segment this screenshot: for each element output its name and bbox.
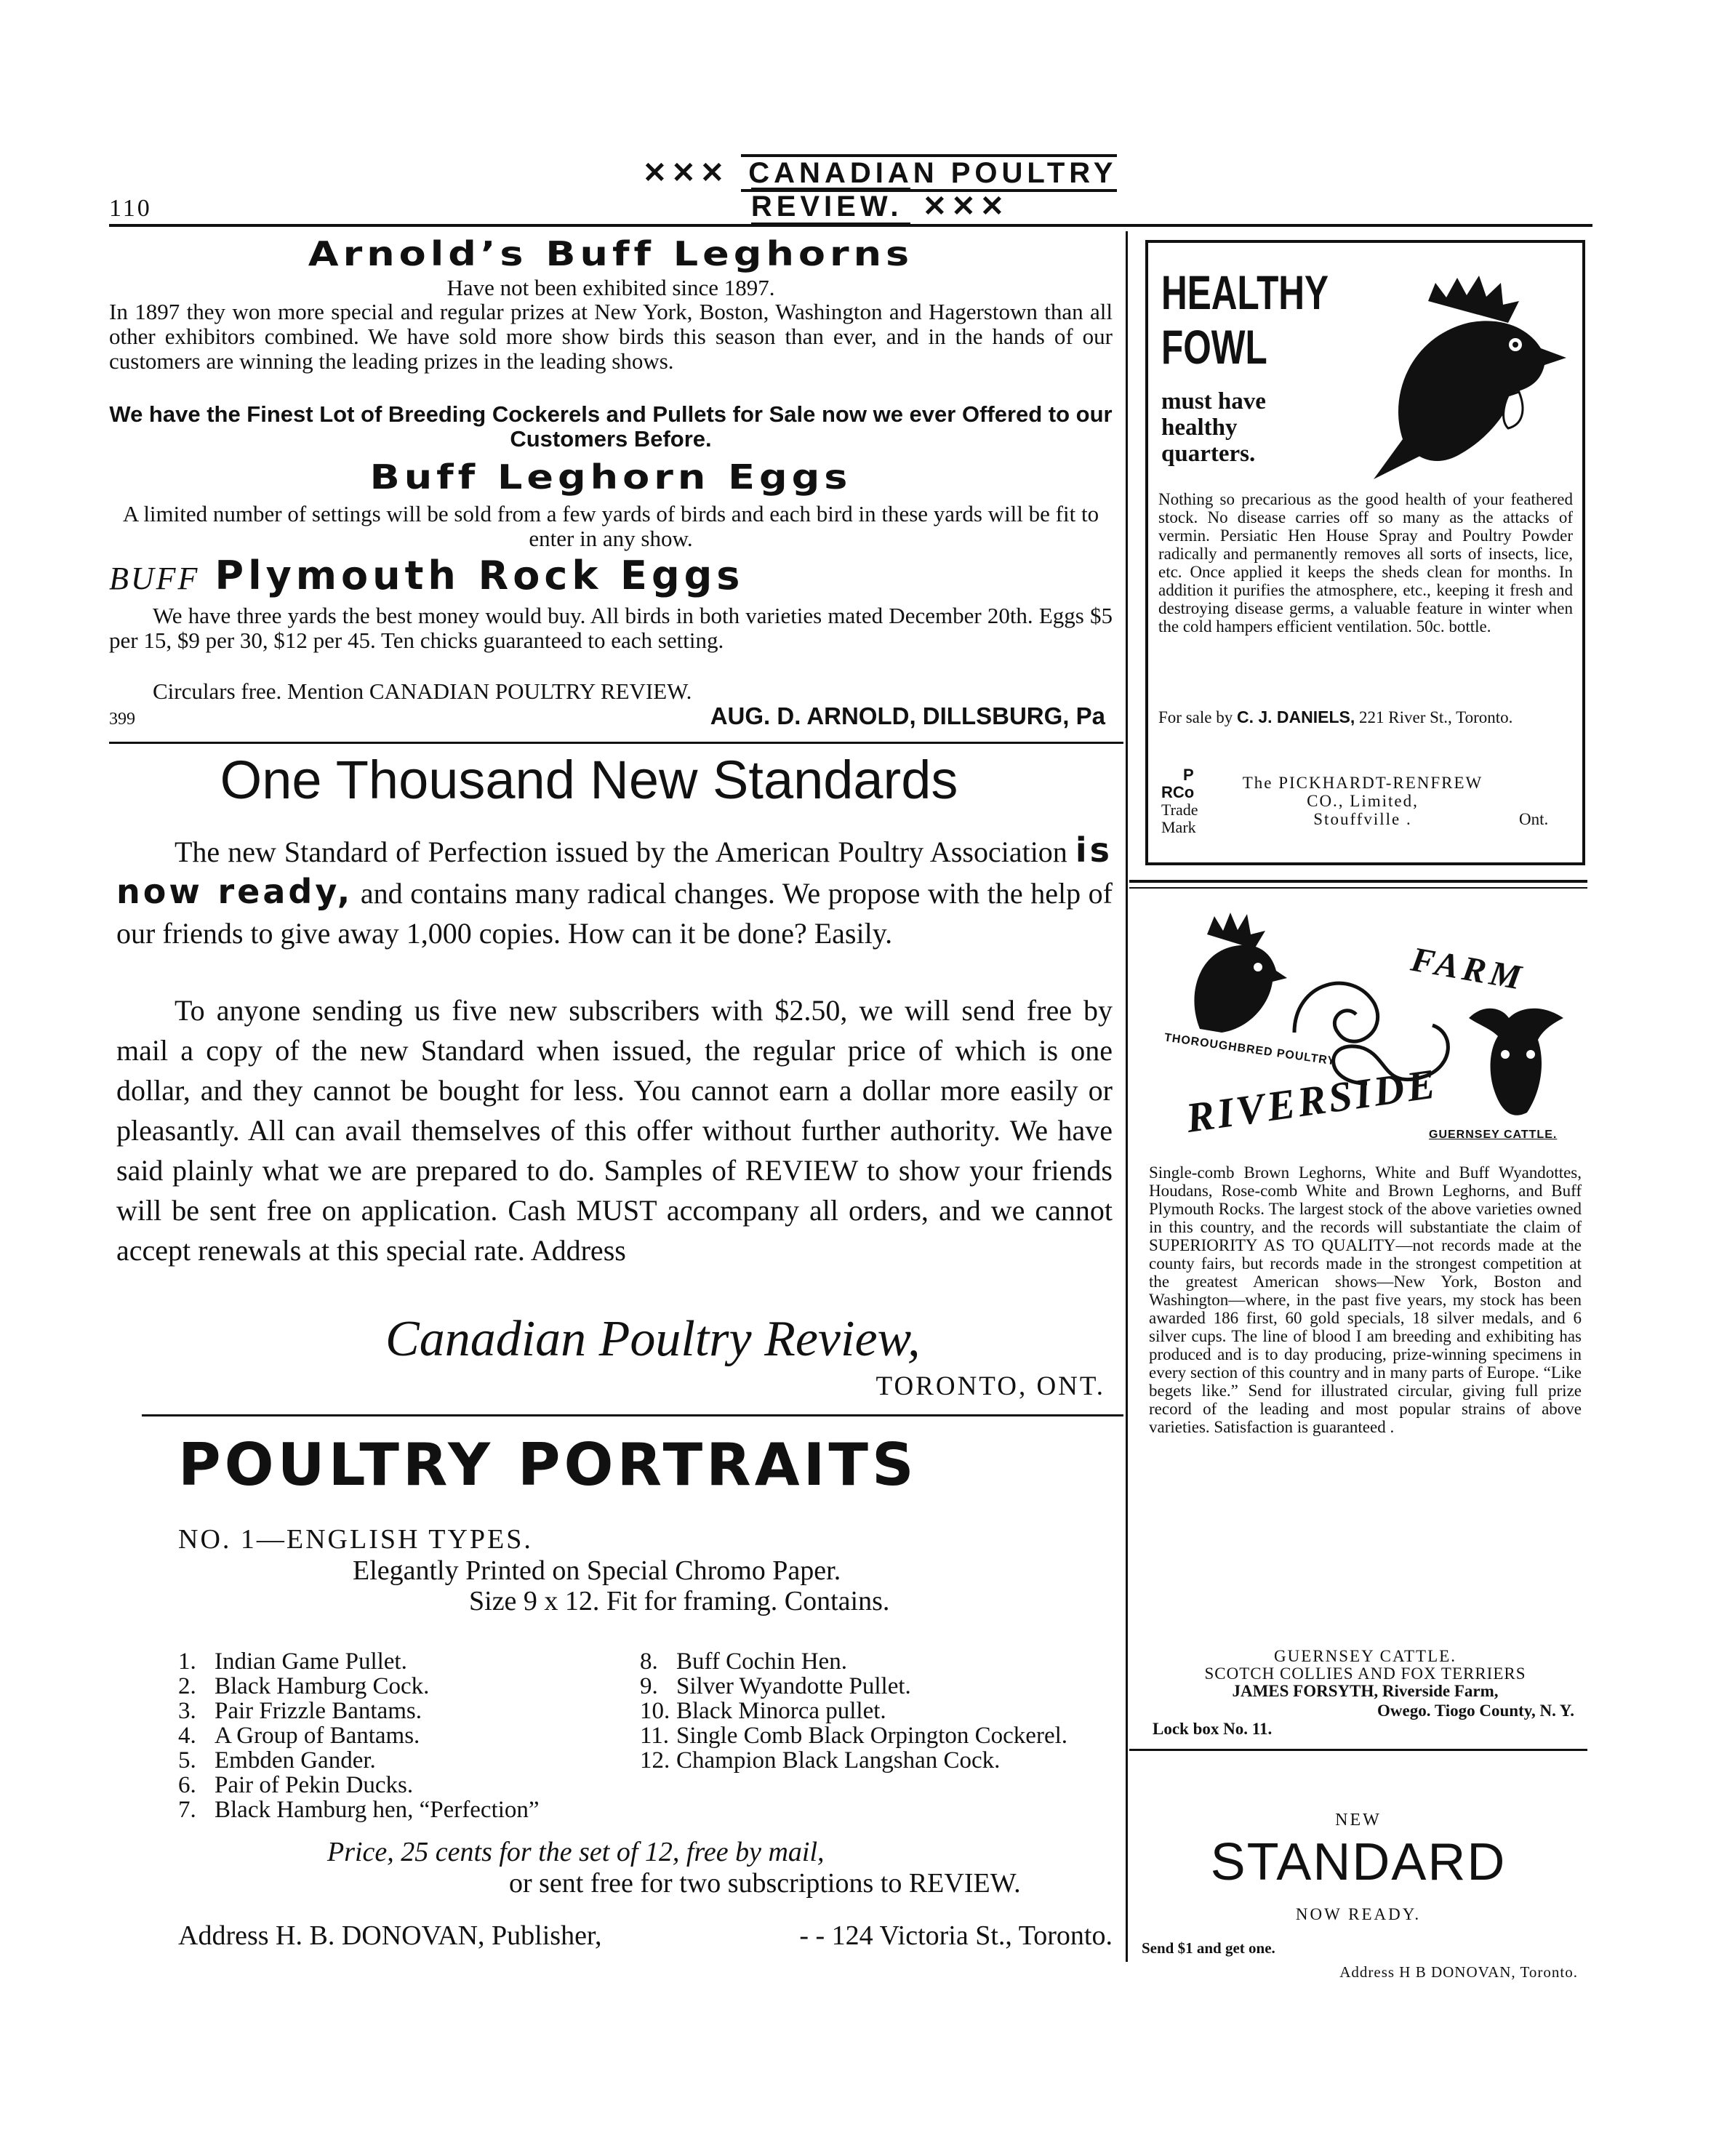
riverside-lockbox: Lock box No. 11. [1153, 1720, 1273, 1738]
logo-riverside: RIVERSIDE [1183, 1059, 1441, 1142]
portraits-address-right: - - 124 Victoria St., Toronto. [799, 1920, 1113, 1951]
send-dollar: Send $1 and get one. [1142, 1939, 1275, 1957]
portrait-item [178, 1723, 673, 1748]
arnold-signature: AUG. D. ARNOLD, DILLSBURG, Pa [710, 702, 1105, 729]
portrait-item-number: 12. [640, 1747, 670, 1774]
riverside-collies: SCOTCH COLLIES AND FOX TERRIERS [1204, 1664, 1526, 1683]
company-line-2: CO., Limited, [1307, 792, 1419, 810]
portrait-item-title: Pair of Pekin Ducks. [215, 1772, 414, 1798]
standards-intro: The new Standard of Perfection issued by the American Poultry Association [175, 835, 1067, 868]
right-rule [1129, 887, 1587, 889]
now-ready: NOW READY. [1295, 1905, 1422, 1923]
portrait-item [640, 1699, 1113, 1723]
rooster-illustration [1178, 913, 1287, 1036]
arnold-breeding: We have the Finest Lot of Breeding Cockerels and Pullets for Sale now we ever Offered to our Customers Before. [109, 401, 1113, 452]
portrait-item [178, 1649, 673, 1674]
portraits-line-1: Elegantly Printed on Special Chromo Paper. [353, 1555, 841, 1586]
right-rule [1129, 880, 1587, 883]
trade-mark-mark: Mark [1161, 818, 1196, 836]
portrait-item-title: Buff Cochin Hen. [676, 1648, 847, 1675]
arnold-subtitle: Have not been exhibited since 1897. [446, 275, 775, 300]
portraits-list-left [178, 1649, 673, 1822]
arnold-title: Arnold’s Buff Leghorns [308, 234, 914, 274]
portrait-item-title: Pair Frizzle Bantams. [215, 1698, 422, 1724]
portrait-item [640, 1748, 1113, 1773]
riverside-body: Single-comb Brown Leghorns, White and Buff Wyandottes, Houdans, Rose-comb White and Brown Leghorns, and Buff Plymouth Rocks. The largest stock of the above varieties owned in this country, and the records will substantiate the claim of SUPERIORITY AS TO QUALITY—not records made at the county fairs, but records made in the strongest competition at the greatest American shows—New York, Boston and Washington—where, in the past five years, my stock has been awarded 186 first, 60 gold specials, 18 silver medals, and 6 silver cups. The line of blood I am breeding and exhibiting has produced and is to day producing, prize-winning specimens in every section of this country and in many parts of Europe. “Like begets like.” Send for illustrated circular, giving full prize record of the leading and most popular strains of above varieties. Satisfaction is guaranteed . [1149, 1163, 1582, 1436]
portraits-list-right [640, 1649, 1113, 1773]
arnold-intro: In 1897 they won more special and regular prizes at New York, Boston, Washington and Hagerstown than all other exhibitors combined. We have sold more show birds this season than ever, and in the hands of our customers are winning the leading prizes in the leading shows. [109, 299, 1113, 374]
standards-paragraph-1 [116, 830, 1113, 953]
arnold-code: 399 [109, 710, 135, 729]
portrait-item-title: Single Comb Black Orpington Cockerel. [676, 1723, 1068, 1749]
rooster-head-illustration [1359, 272, 1577, 483]
trade-mark-trade: Trade [1161, 801, 1198, 819]
riverside-forsyth: JAMES FORSYTH, Riverside Farm, [1232, 1682, 1499, 1700]
fowl-title: FOWL [1161, 320, 1267, 374]
portrait-item-title: Black Hamburg hen, “Perfection” [215, 1797, 540, 1823]
logo-guernsey: GUERNSEY CATTLE. [1429, 1129, 1558, 1141]
portrait-item [640, 1649, 1113, 1674]
portraits-subtitle: NO. 1—ENGLISH TYPES. [178, 1524, 533, 1555]
riverside-owego: Owego. Tiogo County, N. Y. [1377, 1702, 1574, 1720]
portrait-item-number: 6. [178, 1772, 196, 1798]
tagline-2: healthy [1161, 414, 1238, 441]
standards-title: One Thousand New Standards [220, 750, 958, 810]
for-sale-prefix: For sale by [1158, 708, 1233, 726]
portrait-item-number: 2. [178, 1673, 196, 1699]
leghorn-eggs-text: A limited number of settings will be sold from a few yards of birds and each bird in these yards will be fit to enter in any show. [122, 501, 1099, 551]
plymouth-text: We have three yards the best money would buy. All birds in both varieties mated December 20th. Eggs $5 per 15, $9 per 30, $12 per 45. Ten chicks guaranteed to each setting. [109, 603, 1113, 653]
portrait-item-title: Champion Black Langshan Cock. [676, 1747, 1001, 1774]
company-province: Ont. [1519, 810, 1549, 828]
for-sale-name: C. J. DANIELS, [1236, 708, 1355, 726]
standards-signature: Canadian Poultry Review, [385, 1311, 921, 1367]
section-rule [142, 1414, 1123, 1416]
portrait-item [640, 1674, 1113, 1699]
trade-mark-p: P [1183, 766, 1194, 784]
healthy-fowl-ad [1145, 240, 1585, 865]
section-rule [109, 742, 1123, 744]
portrait-item-number: 10. [640, 1698, 670, 1724]
portrait-item [178, 1674, 673, 1699]
portraits-price-2: or sent free for two subscriptions to REVIEW. [509, 1868, 1021, 1899]
portrait-item [178, 1773, 673, 1798]
portrait-item [178, 1699, 673, 1723]
portrait-item-number: 4. [178, 1723, 196, 1749]
riverside-logo [1142, 909, 1585, 1149]
healthy-title: HEALTHY [1161, 265, 1329, 319]
right-rule [1129, 1749, 1587, 1751]
leghorn-eggs-title: Buff Leghorn Eggs [369, 457, 852, 497]
portraits-address-left: Address H. B. DONOVAN, Publisher, [178, 1920, 602, 1951]
for-sale-address: 221 River St., Toronto. [1359, 708, 1513, 726]
pickhardt-company [1228, 774, 1497, 828]
portrait-item-number: 1. [178, 1648, 196, 1675]
arnold-circulars: Circulars free. Mention CANADIAN POULTRY REVIEW. [153, 678, 692, 704]
tagline-3: quarters. [1161, 441, 1256, 467]
masthead-ornament-right: ✕✕✕ [922, 191, 1009, 223]
plymouth-title: Plymouth Rock Eggs [215, 553, 745, 598]
header-rule [109, 224, 1592, 227]
tagline-1: must have [1161, 388, 1266, 414]
portrait-item-number: 11. [640, 1723, 670, 1749]
standards-city: TORONTO, ONT. [875, 1371, 1105, 1401]
plymouth-prefix: BUFF [109, 561, 200, 596]
portrait-item-title: Embden Gander. [215, 1747, 376, 1774]
portrait-item-title: Black Hamburg Cock. [215, 1673, 430, 1699]
trade-mark-rco: RCo [1161, 783, 1195, 801]
portrait-item-title: Silver Wyandotte Pullet. [676, 1673, 911, 1699]
standards-paragraph-2: To anyone sending us five new subscribers with $2.50, we will send free by mail a copy of the new Standard when issued, the regular price of which is one dollar, and they cannot be bought for less. You cannot earn a dollar more easily or pleasantly. All can avail themselves of this offer without further authority. We have said plainly what we are prepared to do. Samples of REVIEW to show your friends will be sent free on application. Cash MUST accompany all orders, and we cannot accept renewals at this special rate. Address [116, 994, 1113, 1267]
donovan-address: Address H B DONOVAN, Toronto. [1339, 1963, 1578, 1981]
portrait-item-number: 5. [178, 1747, 196, 1774]
masthead-title: CANADIAN POULTRY REVIEW. [741, 154, 1117, 225]
riverside-guernsey: GUERNSEY CATTLE. [1274, 1647, 1456, 1665]
logo-thoroughbred: THOROUGHBRED POULTRY [1163, 1031, 1337, 1068]
healthy-tagline [1161, 388, 1266, 467]
new-label: NEW [1335, 1811, 1382, 1830]
portrait-item-title: Black Minorca pullet. [676, 1698, 886, 1724]
logo-farm: FARM [1408, 939, 1528, 998]
plymouth-heading [109, 553, 1113, 604]
page-number: 110 [109, 195, 152, 222]
cow-head-illustration [1462, 996, 1571, 1120]
standards-now-ready: is now ready, [116, 830, 1113, 911]
company-line-1: The PICKHARDT-RENFREW [1242, 774, 1483, 792]
portrait-item-number: 8. [640, 1648, 658, 1675]
portrait-item-title: A Group of Bantams. [215, 1723, 420, 1749]
trade-mark-logo [1161, 766, 1227, 836]
company-line-3: Stouffville . [1313, 810, 1412, 828]
portrait-item-number: 7. [178, 1797, 196, 1823]
healthy-for-sale [1158, 708, 1573, 726]
portraits-title: POULTRY PORTRAITS [178, 1431, 918, 1499]
column-divider [1126, 231, 1128, 1962]
portrait-item-number: 3. [178, 1698, 196, 1724]
masthead-ornament-left: ✕✕✕ [642, 157, 729, 189]
portraits-line-2: Size 9 x 12. Fit for framing. Contains. [469, 1586, 890, 1616]
portraits-price-1: Price, 25 cents for the set of 12, free by mail, [327, 1837, 825, 1867]
healthy-body: Nothing so precarious as the good health of your feathered stock. No disease carries off so many as the attacks of vermin. Persiatic Hen House Spray and Poultry Powder radically and permanently removes all sorts of insects, lice, etc. Once applied it keeps the sheds clean for months. In addition it purifies the atmosphere, etc., keeping it fresh and destroying disease germs, a valuable feature in winter when the cold hampers efficient ventilation. 50c. bottle. [1158, 490, 1573, 636]
standard-title: STANDARD [1210, 1833, 1507, 1891]
masthead [604, 156, 1156, 223]
portrait-item [640, 1723, 1113, 1748]
portrait-item [178, 1748, 673, 1773]
portrait-item [178, 1798, 673, 1822]
portrait-item-number: 9. [640, 1673, 658, 1699]
portrait-item-title: Indian Game Pullet. [215, 1648, 407, 1675]
standards-changes: and contains many radical changes. We propose with the help of our friends to give away 1,000 copies. How can it be done? Easily. [116, 877, 1113, 950]
